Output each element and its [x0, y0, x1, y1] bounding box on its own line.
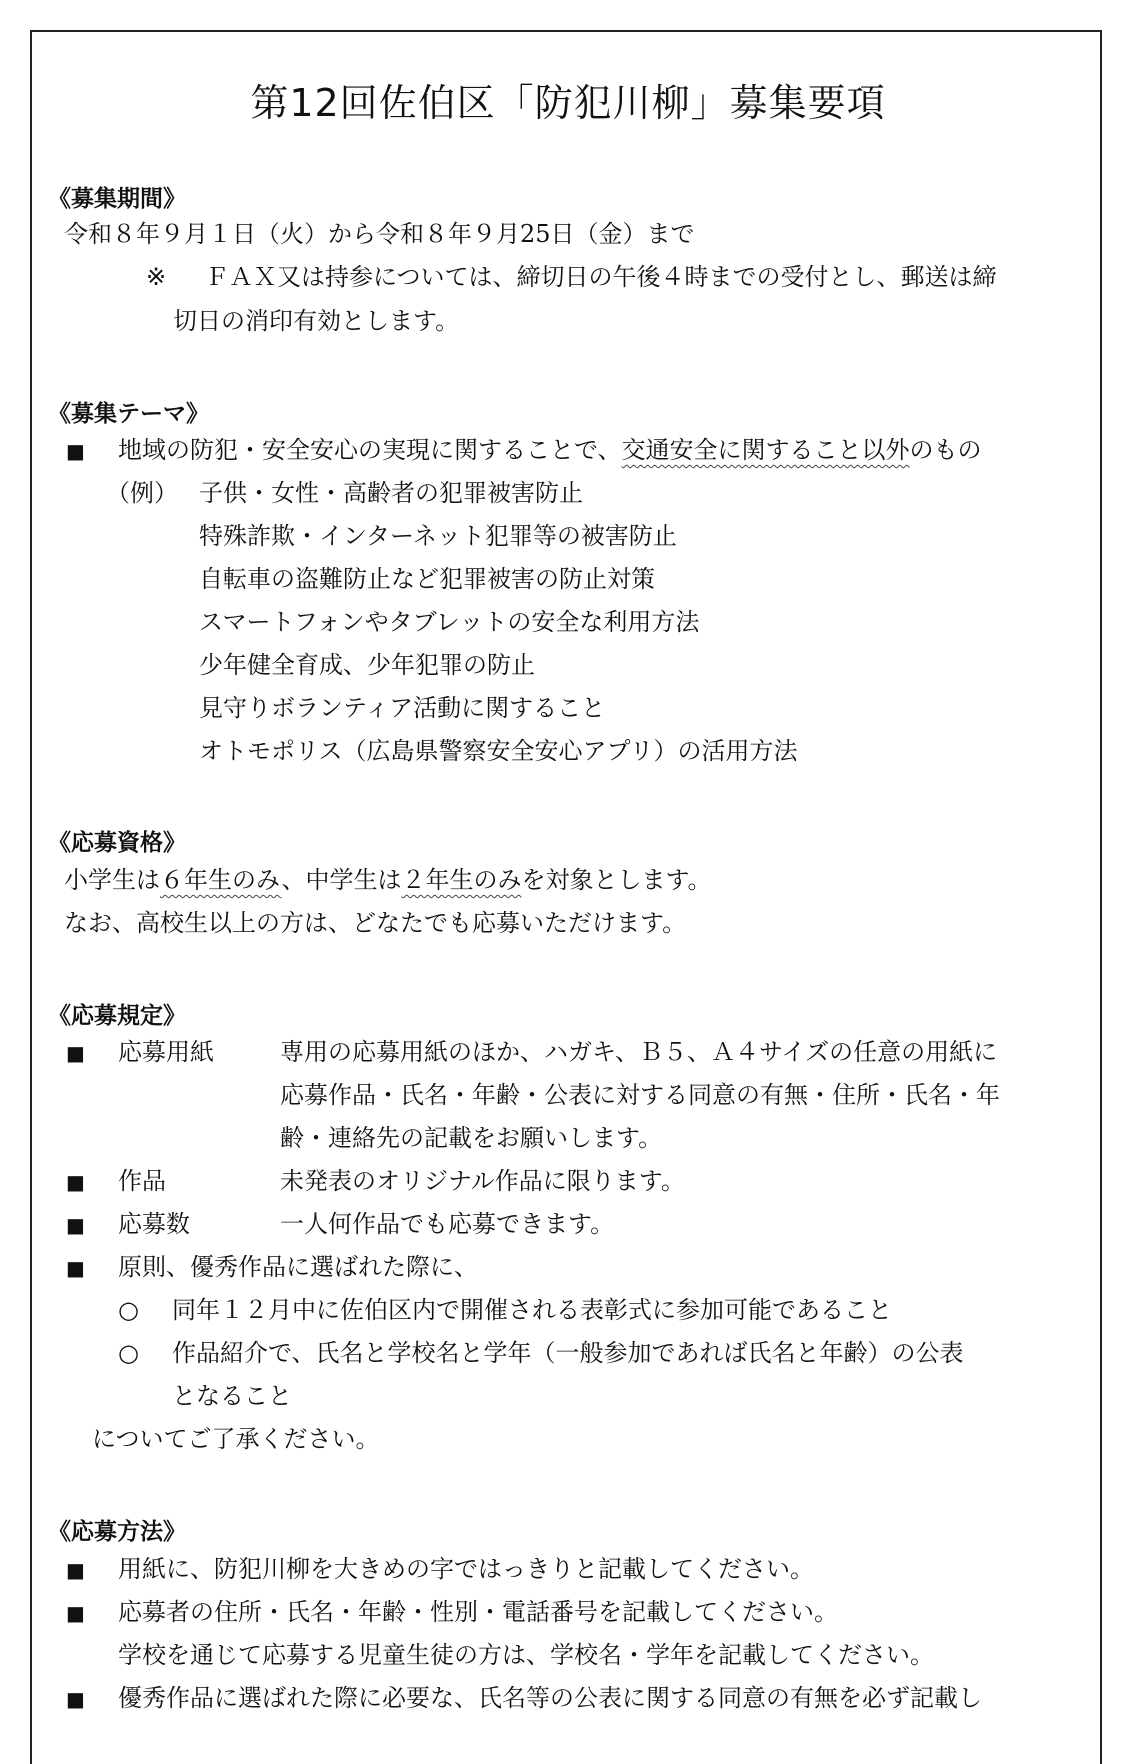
rules-tail: についてご了承ください。	[92, 1425, 380, 1453]
rule-paper-line-3: 齢・連絡先の記載をお願いします。	[280, 1124, 663, 1152]
bullet-square: ■	[66, 1687, 85, 1711]
method-2-line-1: 応募者の住所・氏名・年齢・性別・電話番号を記載してください。	[118, 1598, 838, 1626]
page-title: 第12回佐伯区「防犯川柳」募集要項	[250, 81, 886, 125]
rule-paper-line-2: 応募作品・氏名・年齢・公表に対する同意の有無・住所・氏名・年	[280, 1081, 1000, 1109]
eligibility-line-2: なお、高校生以上の方は、どなたでも応募いただけます。	[64, 909, 687, 937]
example-item: スマートフォンやタブレットの安全な利用方法	[199, 608, 700, 636]
method-3: 優秀作品に選ばれた際に必要な、氏名等の公表に関する同意の有無を必ず記載し	[118, 1684, 982, 1712]
method-2-line-2: 学校を通じて応募する児童生徒の方は、学校名・学年を記載してください。	[118, 1641, 934, 1669]
method-1: 用紙に、防犯川柳を大きめの字ではっきりと記載してください。	[118, 1555, 814, 1583]
bullet-square: ■	[66, 1601, 85, 1625]
section-heading-eligibility: 《応募資格》	[48, 830, 186, 856]
section-heading-rules: 《応募規定》	[48, 1003, 186, 1029]
condition-2-line-2: となること	[172, 1382, 292, 1410]
period-text: 令和８年９月１日（火）から令和８年９月25日（金）まで	[64, 220, 695, 248]
rule-paper-line-1: 専用の応募用紙のほか、ハガキ、Ｂ５、Ａ４サイズの任意の用紙に	[280, 1038, 998, 1066]
section-heading-theme: 《募集テーマ》	[48, 401, 209, 427]
note-mark: ※	[146, 263, 167, 291]
example-label: （例）	[106, 479, 178, 507]
bullet-square: ■	[66, 1170, 85, 1194]
rule-count-text: 一人何作品でも応募できます。	[280, 1210, 615, 1238]
circle-bullet: ○	[118, 1296, 139, 1324]
eligibility-line-1: 小学生は６年生のみ、中学生は２年生のみを対象とします。	[64, 866, 712, 894]
note-line-1: ＦＡＸ又は持参については、締切日の午後４時までの受付とし、郵送は締	[205, 263, 997, 291]
rule-work-text: 未発表のオリジナル作品に限ります。	[280, 1167, 685, 1195]
section-heading-method: 《応募方法》	[48, 1519, 186, 1545]
note-line-2: 切日の消印有効とします。	[173, 307, 460, 335]
bullet-square: ■	[66, 1041, 85, 1065]
condition-2-line-1: 作品紹介で、氏名と学校名と学年（一般参加であれば氏名と年齢）の公表	[172, 1339, 964, 1367]
example-item: オトモポリス（広島県警察安全安心アプリ）の活用方法	[199, 737, 798, 765]
rule-label-work: 作品	[118, 1167, 166, 1195]
bullet-square: ■	[66, 439, 85, 463]
bullet-square: ■	[66, 1213, 85, 1237]
example-item: 見守りボランティア活動に関すること	[199, 694, 606, 722]
example-item: 自転車の盗難防止など犯罪被害の防止対策	[199, 565, 655, 593]
bullet-square: ■	[66, 1256, 85, 1280]
rule-label-paper: 応募用紙	[118, 1038, 214, 1066]
theme-main: 地域の防犯・安全安心の実現に関することで、交通安全に関すること以外のもの	[118, 436, 982, 464]
circle-bullet: ○	[118, 1339, 139, 1367]
bullet-square: ■	[66, 1558, 85, 1582]
rule-label-count: 応募数	[118, 1210, 190, 1238]
section-heading-period: 《募集期間》	[48, 186, 186, 212]
condition-1: 同年１２月中に佐伯区内で開催される表彰式に参加可能であること	[172, 1296, 892, 1324]
example-item: 子供・女性・高齢者の犯罪被害防止	[199, 479, 583, 507]
rule-principle: 原則、優秀作品に選ばれた際に、	[118, 1253, 478, 1281]
example-item: 少年健全育成、少年犯罪の防止	[199, 651, 535, 679]
example-item: 特殊詐欺・インターネット犯罪等の被害防止	[199, 522, 677, 550]
